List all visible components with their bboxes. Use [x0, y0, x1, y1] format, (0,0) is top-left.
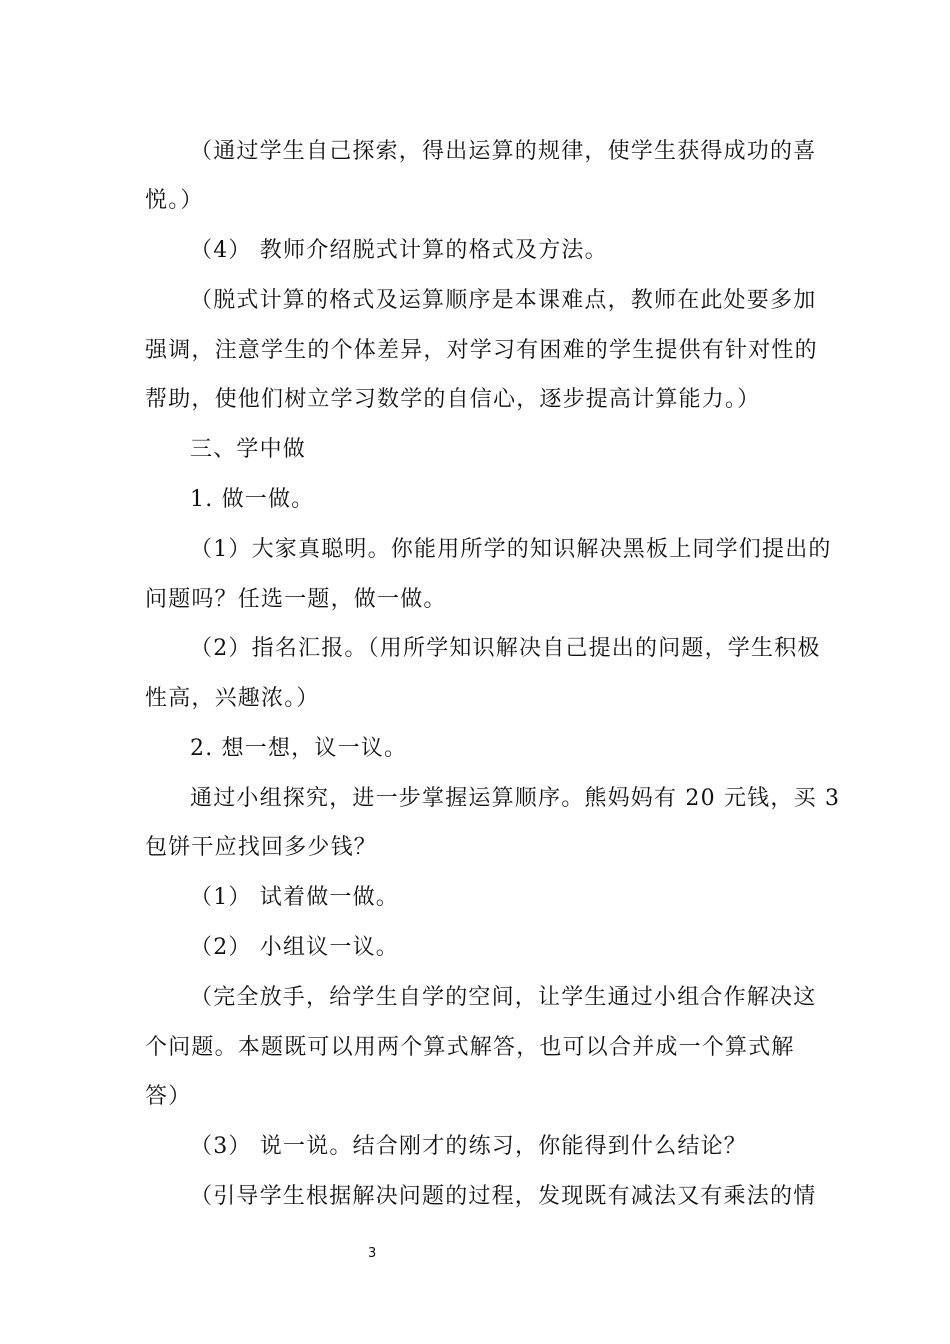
paragraph-line: （2）指名汇报。（用所学知识解决自己提出的问题，学生积极 [190, 636, 821, 661]
paragraph-line: （脱式计算的格式及运算顺序是本课难点，教师在此处要多加 [190, 288, 817, 313]
paragraph-line: 个问题。本题既可以用两个算式解答，也可以合并成一个算式解 [145, 1035, 795, 1060]
paragraph-line: 问题吗？任选一题，做一做。 [145, 587, 447, 612]
paragraph-line: 悦。） [145, 188, 204, 213]
subsection-heading: 2. 想一想，议一议。 [190, 736, 408, 761]
paragraph-line: 帮助，使他们树立学习数学的自信心，逐步提高计算能力。） [145, 387, 761, 412]
paragraph-line: （完全放手，给学生自学的空间，让学生通过小组合作解决这 [190, 985, 817, 1010]
paragraph-line: 强调，注意学生的个体差异，对学习有困难的学生提供有针对性的 [145, 338, 818, 363]
section-heading: 三、学中做 [190, 437, 307, 462]
paragraph-line: （2） 小组议一议。 [190, 935, 399, 960]
paragraph-line: （引导学生根据解决问题的过程，发现既有减法又有乘法的情 [190, 1184, 817, 1209]
paragraph-line: 性高，兴趣浓。） [145, 686, 320, 711]
paragraph-line: （1） 试着做一做。 [190, 885, 399, 910]
page-number: 3 [368, 1246, 377, 1261]
paragraph-line: （通过学生自己探索，得出运算的规律，使学生获得成功的喜 [190, 139, 817, 164]
subsection-heading: 1. 做一做。 [190, 487, 315, 512]
paragraph-line: 通过小组探究，进一步掌握运算顺序。熊妈妈有 20 元钱，买 3 [190, 786, 841, 811]
paragraph-line: （1）大家真聪明。你能用所学的知识解决黑板上同学们提出的 [190, 537, 832, 562]
paragraph-line: （4） 教师介绍脱式计算的格式及方法。 [190, 238, 608, 263]
paragraph-line: 包饼干应找回多少钱？ [145, 835, 378, 860]
paragraph-line: 答） [145, 1084, 192, 1109]
paragraph-line: （3） 说一说。结合刚才的练习，你能得到什么结论？ [190, 1134, 747, 1159]
